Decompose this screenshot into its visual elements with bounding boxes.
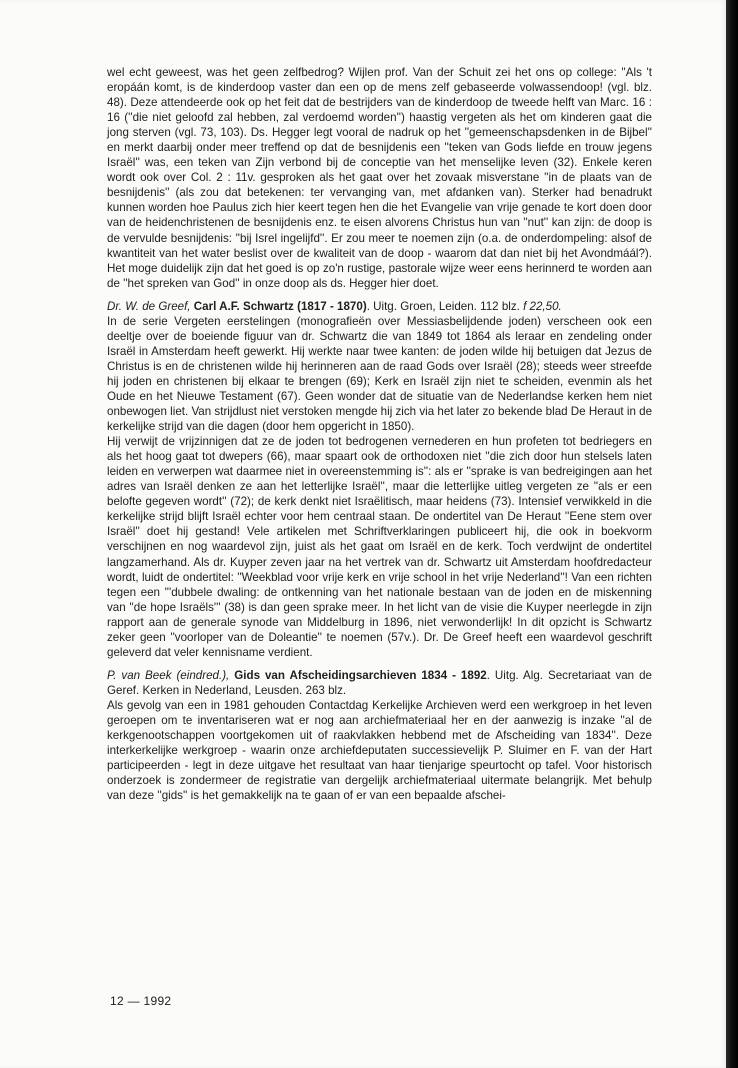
paragraph-doop-review: wel echt geweest, was het geen zelfbedrog? Wijlen prof. Van der Schuit zei het ons op college: ''Als 't eropáán komt, is de kinderdoop vaster dan een op de mens zelf gebaseerde volwassendoop! (vgl. blz. 48). Deze attendeerde ook op het feit dat de bestrijders van de kinderdoop de tweede helft van Marc. 16 : 16 (''die niet geloofd zal hebben, zal verdoemd worden'') haastig vergeten als het om kinderen gaat die jong sterven (vgl. 73, 103). Ds. Hegger legt vooral de nadruk op het ''gemeenschapsdenken in de Bijbel'' en merkt daarbij onder meer treffend op dat de besnijdenis een ''teken van Gods liefde en trouw jegens Israël'' was, een teken van Zijn verbond bij de conceptie van het menselijke leven (32). Enkele keren wordt ook over Col. 2 : 11v. gesproken als het gaat over het zovaak misverstane ''in de plaats van de besnijdenis'' (als zou dat betekenen: ter vervanging van, met afdanken van). Sterker had benadrukt kunnen worden hoe Paulus zich hier keert tegen hen die het Evangelie van vrije genade te kort doen door van de heidenchristenen de besnijdenis enz. te eisen alvorens Christus hun van ''nut'' kan zijn: de doop is de vervulde besnijdenis: ''bij Isrel ingelijfd''. Er zou meer te noemen zijn (o.a. de onderdompeling: alsof de kwantiteit van het water beslist over de kwaliteit van de doop - waarom dat dan niet bij het Avondmáál?). Het moge duidelijk zijn dat het goed is op zo'n rustige, pastorale wijze weer eens herinnerd te worden aan de ''het spreken van God'' in onze doop als ds. Hegger hier doet.: [107, 66, 652, 290]
review-price: f 22,50.: [523, 299, 562, 313]
book-spine-shadow: [726, 0, 738, 1068]
review-title: Gids van Afscheidingsarchieven 1834 - 1892: [234, 668, 487, 682]
review-heading-schwartz: [107, 299, 652, 314]
review-author: P. van Beek (eindred.),: [107, 668, 230, 682]
paragraph-schwartz-intro: In de serie Vergeten eerstelingen (monografieën over Messiasbelijdende joden) verscheen ook een deeltje over de boeiende figuur van dr. Schwartz die van 1849 tot 1864 als leraar en zendeling onder Israël in Amsterdam heeft gewerkt. Hij werkte naar twee kanten: de joden wilde hij betuigen dat Jezus de Christus is en de christenen wilde hij herinneren aan de raad Gods over Israël (28); steeds weer streefde hij joden en christenen bij elkaar te brengen (69); Kerk en Israël zijn niet te scheiden, evenmin als het Oude en het Nieuwe Testament (67). Geen wonder dat de situatie van de Nederlandse kerken hem niet onbewogen liet. Van strijdlust niet verstoken mengde hij zich via het later zo bekende blad De Heraut in de kerkelijke strijd van die dagen (door hem opgericht in 1850).: [107, 314, 653, 434]
review-heading-archieven: [107, 668, 652, 698]
paragraph-archieven: Als gevolg van een in 1981 gehouden Contactdag Kerkelijke Archieven werd een werkgroep in het leven geroepen om te inventariseren wat er nog aan archiefmateriaal her en der aanwezig is inzake ''al de kerkgenootschappen voortgekomen uit of raakvlakken hebbend met de Afscheiding van 1834''. Deze interkerkelijke werkgroep - waarin onze archiefdeputaten successievelijk P. Sluimer en F. van der Hart participeerden - legt in deze uitgave het resultaat van haar tienjarige speurtocht op tafel. Voor historisch onderzoek is zondermeer de registratie van dergelijk archiefmateriaal uitermate belangrijk. Met behulp van deze ''gids'' is het gemakkelijk na te gaan of er van een bepaalde afschei-: [107, 698, 652, 803]
review-publisher: . Uitg. Alg. Secretariaat van de Geref. Kerken in Nederland, Leusden. 263 blz.: [107, 668, 652, 697]
page-number: 12 — 1992: [110, 994, 172, 1008]
review-publisher: . Uitg. Groen, Leiden. 112 blz.: [366, 299, 520, 313]
paragraph-schwartz-heraut: Hij verwijt de vrijzinnigen dat ze de joden tot bedrogenen vernederen en hun profeten tot bedriegers en als het hoog gaat tot dwepers (66), maar spaart ook de orthodoxen niet ''die zich door hun stelsels laten leiden en verwerpen wat daarmee niet in overeenstemming is'': als er ''sprake is van bedreigingen aan het adres van Israël denken ze aan het letterlijke Israël'', maar die letterlijke uitleg vergeten ze ''als er een belofte gegeven wordt'' (72); de kerk denkt niet Israëlitisch, maar heidens (73). Intensief verwikkeld in die kerkelijke strijd blijft Israël echter voor hem centraal staan. De ondertitel van De Heraut ''Eene stem over Israël'' doet hij gestand! Vele artikelen met Schriftverklaringen publiceert hij, die ook in boekvorm verschijnen en nog waardevol zijn, juist als het gaat om Israël en de kerk. Toch verdwijnt de ondertitel langzamerhand. Als dr. Kuyper zeven jaar na het vertrek van dr. Schwartz uit Amsterdam hoofdredacteur wordt, luidt de ondertitel: ''Weekblad voor vrije kerk en vrije school in het vrije Nederland''! Van een richten tegen een '''dubbele dwaling: de ontkenning van het nationale bestaan van de joden en de miskenning van ''de hope Israëls''' (38) is dan geen sprake meer. In het licht van de visie die Kuyper neerlegde in zijn rapport aan de generale synode van Middelburg in 1896, niet verwonderlijk! In dit opzicht is Schwartz zeker geen ''voorloper van de Doleantie'' te noemen (57v.). Dr. De Greef heeft een waardevol geschrift geleverd dat veler kennisname verdient.: [107, 435, 652, 659]
article-body: [107, 65, 652, 803]
review-author: Dr. W. de Greef,: [107, 299, 191, 313]
review-title: Carl A.F. Schwartz (1817 - 1870): [193, 299, 367, 313]
